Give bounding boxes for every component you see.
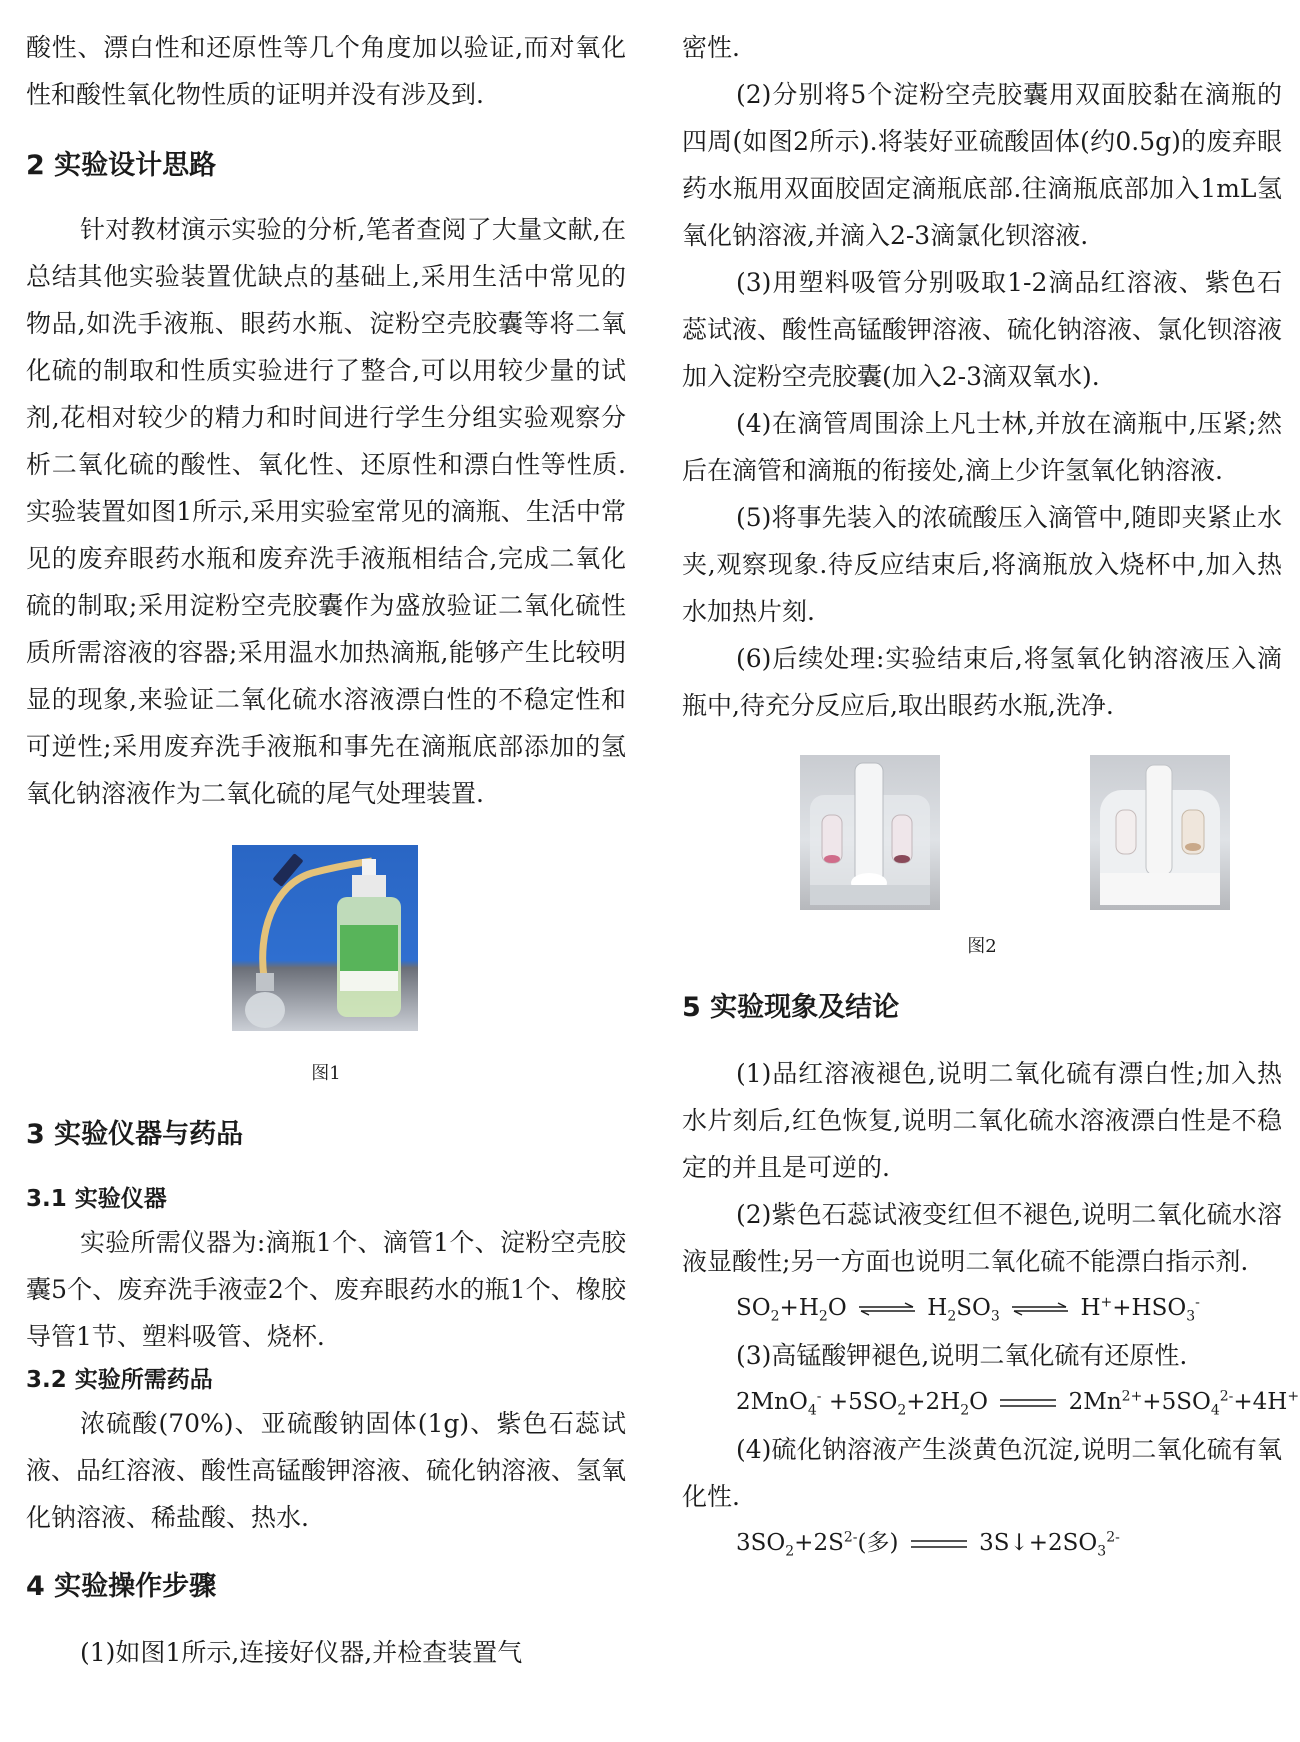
right-column	[682, 24, 1300, 1567]
reversible-arrow-icon	[1010, 1302, 1070, 1316]
section-3-2-heading: 3.2 实验所需药品	[26, 1367, 213, 1393]
reversible-arrow-icon	[857, 1302, 917, 1316]
section-3-1-paragraph: 实验所需仪器为:滴瓶1个、滴管1个、淀粉空壳胶囊5个、废弃洗手液壶2个、废弃眼药水的瓶1个、橡胶导管1节、塑料吸管、烧杯.	[26, 1228, 626, 1351]
continued-text: 密性.	[682, 33, 740, 62]
figure-2-photo-right	[1090, 755, 1230, 910]
figure-1-caption: 图1	[311, 1063, 341, 1084]
result-4-paragraph: (4)硫化钠溶液产生淡黄色沉淀,说明二氧化硫有氧化性.	[682, 1435, 1282, 1511]
figure-1-photo	[232, 845, 418, 1031]
section-3-1-heading: 3.1 实验仪器	[26, 1186, 167, 1212]
section-3-2-paragraph: 浓硫酸(70%)、亚硫酸钠固体(1g)、紫色石蕊试液、品红溶液、酸性高锰酸钾溶液、硫化钠溶液、氢氧化钠溶液、稀盐酸、热水.	[26, 1409, 627, 1532]
equation-1: $SO_2+H_2O$ $H_2SO_3$ $H^++HSO_3^-$	[736, 1294, 1200, 1325]
equals-sign-icon	[909, 1537, 969, 1551]
section-3-heading: 3 实验仪器与药品	[26, 1119, 244, 1150]
step-3-paragraph: (3)用塑料吸管分别吸取1-2滴品红溶液、紫色石蕊试液、酸性高锰酸钾溶液、硫化钠溶液、氯化钡溶液加入淀粉空壳胶囊(加入2-3滴双氧水).	[682, 268, 1283, 391]
equation-3: $3SO_2+2S^{2-}$(多) $3S↓+2SO_3^{2-}$	[736, 1529, 1120, 1560]
left-column	[26, 24, 626, 1676]
section-5-heading: 5 实验现象及结论	[682, 992, 900, 1023]
equation-2: $2MnO_4^- +5SO_2+2H_2O$ $2Mn^{2+}+5SO_4^{2-}+4H^+$	[736, 1388, 1300, 1419]
apparatus-illustration	[232, 845, 418, 1031]
section-2-heading: 2 实验设计思路	[26, 150, 217, 181]
step-5-paragraph: (5)将事先装入的浓硫酸压入滴管中,随即夹紧止水夹,观察现象.待反应结束后,将滴瓶放入烧杯中,加入热水加热片刻.	[682, 503, 1282, 626]
result-1-paragraph: (1)品红溶液褪色,说明二氧化硫有漂白性;加入热水片刻后,红色恢复,说明二氧化硫水溶液漂白性是不稳定的并且是可逆的.	[682, 1059, 1282, 1182]
section-2-paragraph: 针对教材演示实验的分析,笔者查阅了大量文献,在总结其他实验装置优缺点的基础上,采用生活中常见的物品,如洗手液瓶、眼药水瓶、淀粉空壳胶囊等将二氧化硫的制取和性质实验进行了整合,可以用较少量的试剂,花相对较少的精力和时间进行学生分组实验观察分析二氧化硫的酸性、氧化性、还原性和漂白性等性质.实验装置如图1所示,采用实验室常见的滴瓶、生活中常见的废弃眼药水瓶和废弃洗手液瓶相结合,完成二氧化硫的制取;采用淀粉空壳胶囊作为盛放验证二氧化硫性质所需溶液的容器;采用温水加热滴瓶,能够产生比较明显的现象,来验证二氧化硫水溶液漂白性的不稳定性和可逆性;采用废弃洗手液瓶和事先在滴瓶底部添加的氢氧化钠溶液作为二氧化硫的尾气处理装置.	[26, 215, 626, 808]
step-6-paragraph: (6)后续处理:实验结束后,将氢氧化钠溶液压入滴瓶中,待充分反应后,取出眼药水瓶,洗净.	[682, 644, 1282, 720]
step-1-paragraph: (1)如图1所示,连接好仪器,并检查装置气	[80, 1638, 523, 1667]
step-2-paragraph: (2)分别将5个淀粉空壳胶囊用双面胶黏在滴瓶的四周(如图2所示).将装好亚硫酸固体(约0.5g)的废弃眼药水瓶用双面胶固定滴瓶底部.往滴瓶底部加入1mL氢氧化钠溶液,并滴入2-3滴氯化钡溶液.	[682, 80, 1282, 250]
result-3-paragraph: (3)高锰酸钾褪色,说明二氧化硫有还原性.	[736, 1341, 1188, 1370]
figure-2-photos	[800, 755, 1230, 910]
equals-sign-icon	[998, 1396, 1058, 1410]
step-4-paragraph: (4)在滴管周围涂上凡士林,并放在滴瓶中,压紧;然后在滴管和滴瓶的衔接处,滴上少许氢氧化钠溶液.	[682, 409, 1282, 485]
result-2-paragraph: (2)紫色石蕊试液变红但不褪色,说明二氧化硫水溶液显酸性;另一方面也说明二氧化硫不能漂白指示剂.	[682, 1200, 1282, 1276]
figure-2-photo-left	[800, 755, 940, 910]
figure-2-caption: 图2	[967, 936, 997, 957]
section-4-heading: 4 实验操作步骤	[26, 1571, 217, 1602]
intro-paragraph: 酸性、漂白性和还原性等几个角度加以验证,而对氧化性和酸性氧化物性质的证明并没有涉及到.	[26, 33, 626, 109]
